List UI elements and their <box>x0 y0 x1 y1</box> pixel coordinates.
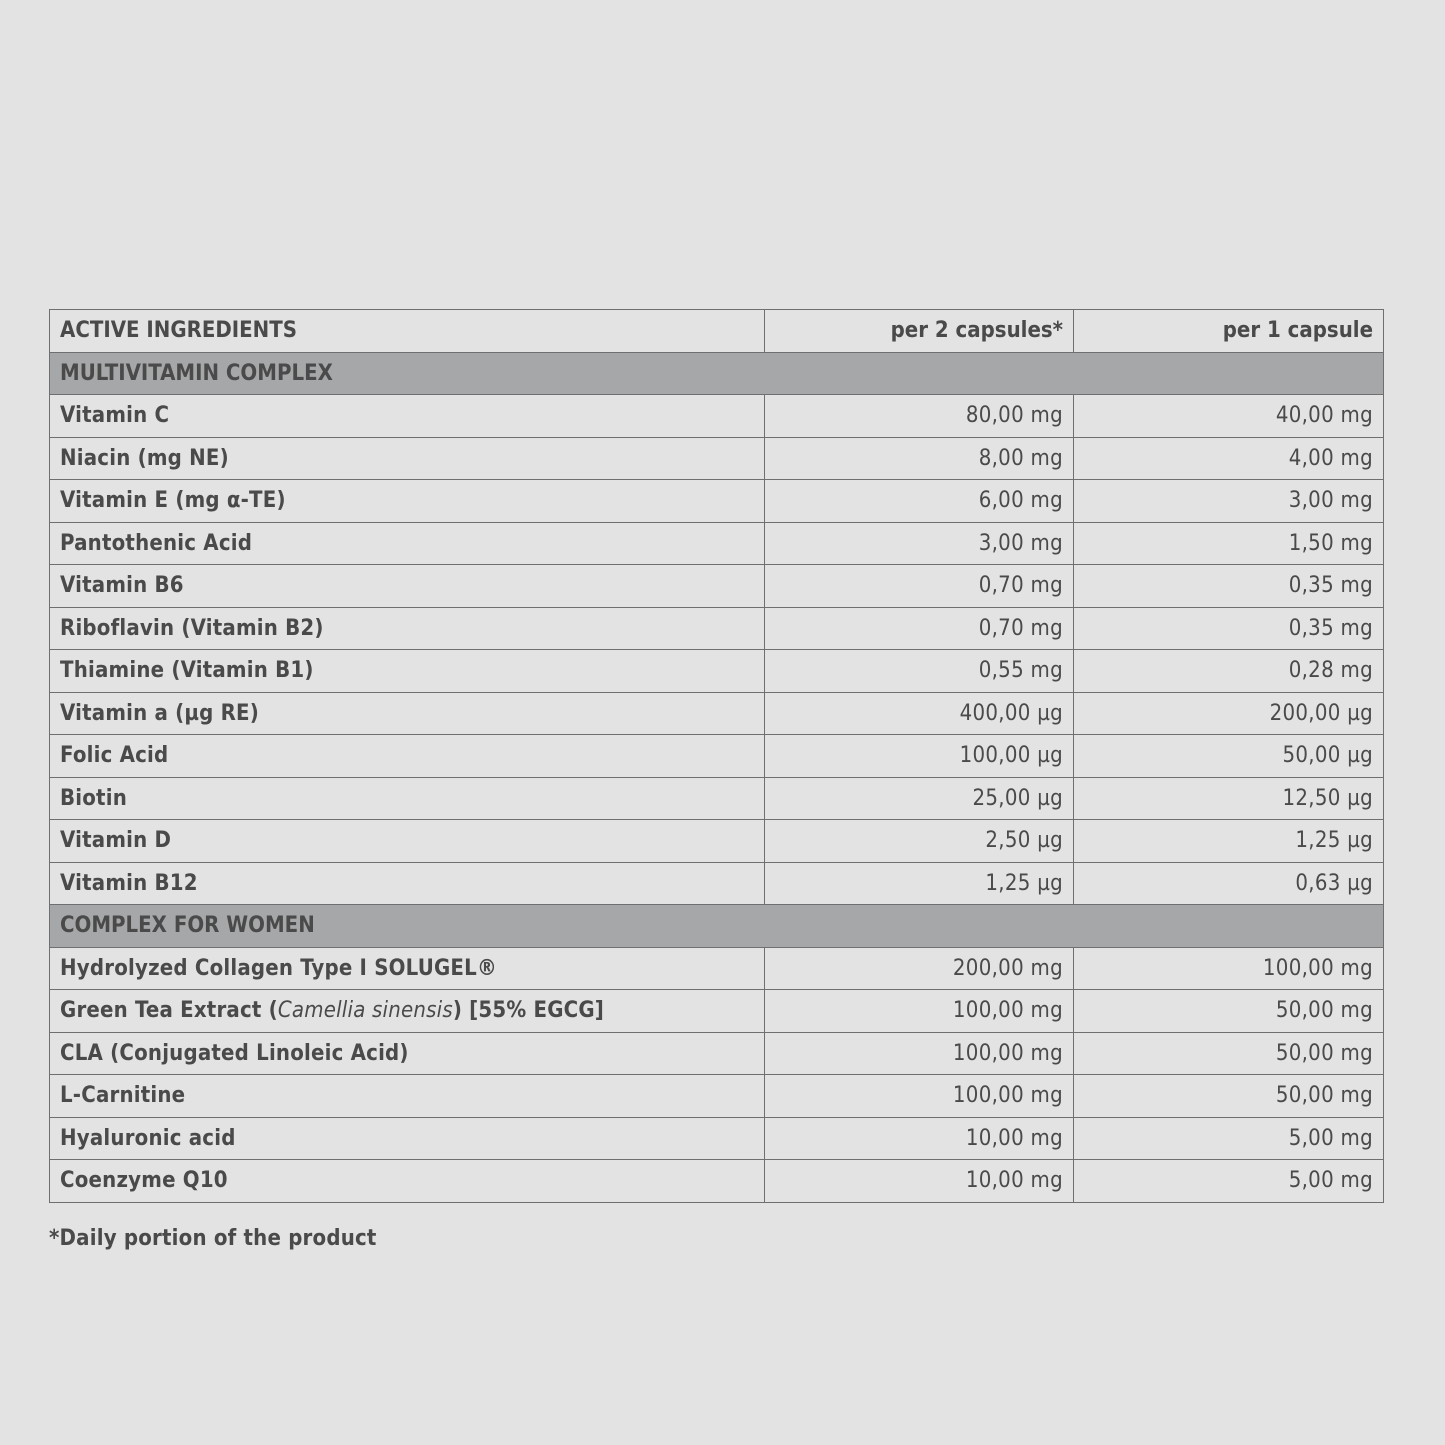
header-per-2-capsules: per 2 capsules* <box>765 310 1074 353</box>
table-row <box>50 947 1384 990</box>
ingredient-name: Niacin (mg NE) <box>50 437 765 480</box>
name-italic: Camellia sinensis <box>277 998 453 1024</box>
amount-per-1: 50,00 mg <box>1074 990 1384 1033</box>
table-row <box>50 1075 1384 1118</box>
table-row <box>50 862 1384 905</box>
amount-per-1: 0,35 mg <box>1074 607 1384 650</box>
name-prefix: Green Tea Extract ( <box>60 998 278 1024</box>
section-header-women <box>50 905 1384 948</box>
amount-per-2: 3,00 mg <box>765 522 1074 565</box>
ingredient-name: Hyaluronic acid <box>50 1117 765 1160</box>
ingredient-name: Vitamin C <box>50 395 765 438</box>
table-row <box>50 480 1384 523</box>
amount-per-1: 0,28 mg <box>1074 650 1384 693</box>
amount-per-2: 100,00 mg <box>765 1032 1074 1075</box>
amount-per-2: 0,70 mg <box>765 607 1074 650</box>
amount-per-2: 400,00 µg <box>765 692 1074 735</box>
table-row <box>50 692 1384 735</box>
amount-per-1: 5,00 mg <box>1074 1117 1384 1160</box>
amount-per-1: 3,00 mg <box>1074 480 1384 523</box>
amount-per-2: 80,00 mg <box>765 395 1074 438</box>
amount-per-1: 1,50 mg <box>1074 522 1384 565</box>
header-active-ingredients: ACTIVE INGREDIENTS <box>50 310 765 353</box>
amount-per-2: 100,00 mg <box>765 990 1074 1033</box>
ingredient-name: Hydrolyzed Collagen Type I SOLUGEL® <box>50 947 765 990</box>
ingredient-name: Pantothenic Acid <box>50 522 765 565</box>
table-row <box>50 990 1384 1033</box>
ingredient-name: L-Carnitine <box>50 1075 765 1118</box>
table-row <box>50 522 1384 565</box>
amount-per-1: 4,00 mg <box>1074 437 1384 480</box>
amount-per-1: 100,00 mg <box>1074 947 1384 990</box>
amount-per-2: 0,55 mg <box>765 650 1074 693</box>
table-row <box>50 1160 1384 1203</box>
amount-per-1: 50,00 mg <box>1074 1032 1384 1075</box>
amount-per-2: 25,00 µg <box>765 777 1074 820</box>
amount-per-1: 50,00 mg <box>1074 1075 1384 1118</box>
ingredient-name: Folic Acid <box>50 735 765 778</box>
amount-per-1: 12,50 µg <box>1074 777 1384 820</box>
amount-per-1: 50,00 µg <box>1074 735 1384 778</box>
ingredient-name: Vitamin E (mg α-TE) <box>50 480 765 523</box>
amount-per-1: 40,00 mg <box>1074 395 1384 438</box>
ingredient-name: Vitamin D <box>50 820 765 863</box>
section-title: MULTIVITAMIN COMPLEX <box>50 352 1384 395</box>
footnote: *Daily portion of the product <box>49 1226 377 1251</box>
amount-per-1: 200,00 µg <box>1074 692 1384 735</box>
table-row <box>50 565 1384 608</box>
amount-per-2: 100,00 mg <box>765 1075 1074 1118</box>
amount-per-2: 6,00 mg <box>765 480 1074 523</box>
amount-per-2: 8,00 mg <box>765 437 1074 480</box>
amount-per-2: 0,70 mg <box>765 565 1074 608</box>
ingredient-name: Vitamin B6 <box>50 565 765 608</box>
table-row <box>50 735 1384 778</box>
amount-per-2: 200,00 mg <box>765 947 1074 990</box>
header-per-1-capsule: per 1 capsule <box>1074 310 1384 353</box>
table-row <box>50 395 1384 438</box>
ingredient-name: Vitamin B12 <box>50 862 765 905</box>
table-row <box>50 777 1384 820</box>
table-row <box>50 1032 1384 1075</box>
amount-per-2: 1,25 µg <box>765 862 1074 905</box>
table-row <box>50 607 1384 650</box>
ingredient-name: Biotin <box>50 777 765 820</box>
amount-per-1: 5,00 mg <box>1074 1160 1384 1203</box>
amount-per-1: 0,35 mg <box>1074 565 1384 608</box>
ingredient-name <box>50 990 765 1033</box>
table-header-row <box>50 310 1384 353</box>
table-row <box>50 820 1384 863</box>
amount-per-2: 2,50 µg <box>765 820 1074 863</box>
table-row <box>50 1117 1384 1160</box>
ingredient-name: Vitamin a (µg RE) <box>50 692 765 735</box>
ingredient-name: Thiamine (Vitamin B1) <box>50 650 765 693</box>
amount-per-2: 100,00 µg <box>765 735 1074 778</box>
ingredients-table <box>49 309 1384 1203</box>
name-suffix: ) [55% EGCG] <box>452 998 605 1024</box>
table-row <box>50 437 1384 480</box>
amount-per-1: 1,25 µg <box>1074 820 1384 863</box>
ingredient-name: Coenzyme Q10 <box>50 1160 765 1203</box>
table-row <box>50 650 1384 693</box>
amount-per-1: 0,63 µg <box>1074 862 1384 905</box>
section-header-multivitamin <box>50 352 1384 395</box>
ingredient-name: Riboflavin (Vitamin B2) <box>50 607 765 650</box>
amount-per-2: 10,00 mg <box>765 1160 1074 1203</box>
amount-per-2: 10,00 mg <box>765 1117 1074 1160</box>
ingredient-name: CLA (Conjugated Linoleic Acid) <box>50 1032 765 1075</box>
section-title: COMPLEX FOR WOMEN <box>50 905 1384 948</box>
